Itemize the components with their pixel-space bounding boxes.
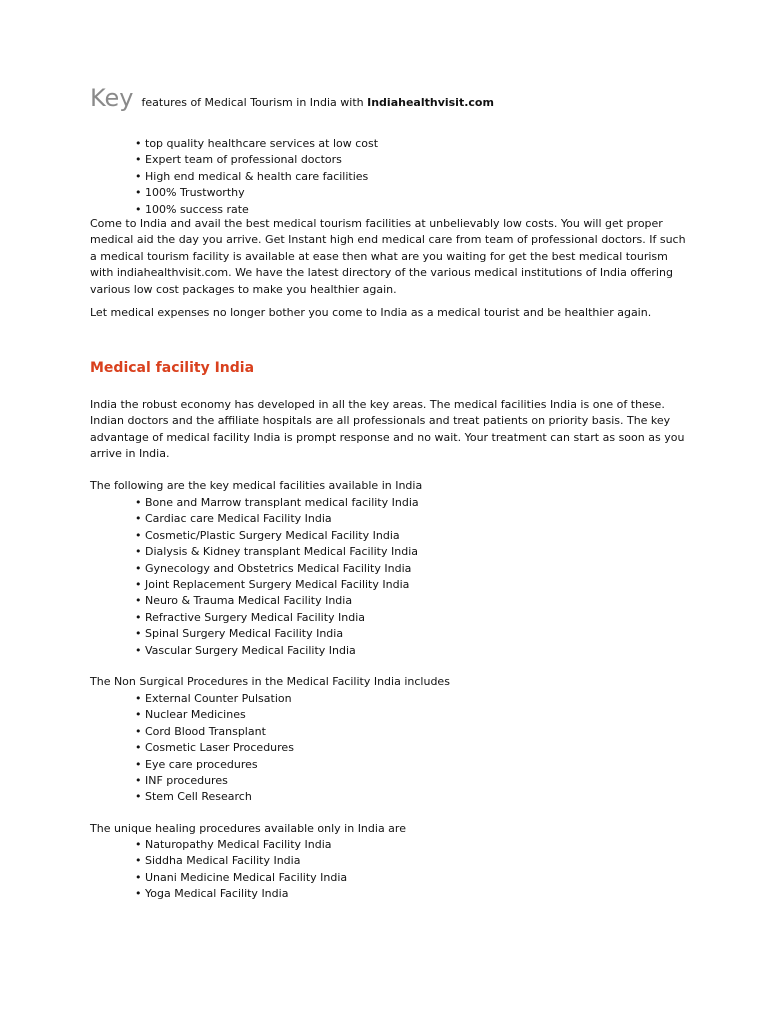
list-item: • Dialysis & Kidney transplant Medical Facility India bbox=[135, 544, 690, 560]
list-item: • External Counter Pulsation bbox=[135, 691, 690, 707]
list-item: • Cosmetic/Plastic Surgery Medical Facility India bbox=[135, 528, 690, 544]
list-item: • INF procedures bbox=[135, 773, 690, 789]
section-paragraph: India the robust economy has developed in all the key areas. The medical facilities India is one of these. Indian doctors and the affiliate hospitals are all professionals and treat patients on priority basis. The key advantage of medical facility India is prompt response and no wait. Your treatment can start as soon as you arrive in India. bbox=[90, 398, 685, 461]
list-item: • Cardiac care Medical Facility India bbox=[135, 511, 690, 527]
heading-key-word: Key bbox=[90, 84, 134, 112]
intro-paragraph: Come to India and avail the best medical tourism facilities at unbelievably low costs. You will get proper medical aid the day you arrive. Get Instant high end medical care from team of professional doctors. If such a medical tourism facility is available at ease then what are you waiting for get the best medical tourism with indiahealthvisit.com. We have the latest directory of the various medical institutions of India offering various low cost packages to make you healthier again. bbox=[90, 217, 686, 296]
list-item: • top quality healthcare services at low cost bbox=[135, 136, 690, 152]
list-item: • Cord Blood Transplant bbox=[135, 724, 690, 740]
list-item: • Expert team of professional doctors bbox=[135, 152, 690, 168]
unique-healing-intro: The unique healing procedures available only in India are bbox=[90, 822, 406, 835]
list-item: • Siddha Medical Facility India bbox=[135, 853, 690, 869]
list-item: • Nuclear Medicines bbox=[135, 707, 690, 723]
list-item: • 100% success rate bbox=[135, 202, 690, 218]
list-item: • Joint Replacement Surgery Medical Facility India bbox=[135, 577, 690, 593]
list-item: • High end medical & health care facilities bbox=[135, 169, 690, 185]
heading-text: features of Medical Tourism in India with bbox=[141, 96, 364, 109]
features-list bbox=[90, 136, 690, 218]
non-surgical-intro: The Non Surgical Procedures in the Medical Facility India includes bbox=[90, 675, 450, 688]
list-item: • Naturopathy Medical Facility India bbox=[135, 837, 690, 853]
list-item: • Unani Medicine Medical Facility India bbox=[135, 870, 690, 886]
section-title: Medical facility India bbox=[90, 360, 255, 376]
closing-line: Let medical expenses no longer bother you come to India as a medical tourist and be healthier again. bbox=[90, 306, 652, 319]
list-item: • Bone and Marrow transplant medical facility India bbox=[135, 495, 690, 511]
list-item: • Eye care procedures bbox=[135, 757, 690, 773]
list-item: • Stem Cell Research bbox=[135, 789, 690, 805]
unique-healing-list bbox=[90, 837, 690, 903]
list-item: • Refractive Surgery Medical Facility India bbox=[135, 610, 690, 626]
key-facilities-intro: The following are the key medical facilities available in India bbox=[90, 479, 423, 492]
non-surgical-list bbox=[90, 691, 690, 806]
list-item: • 100% Trustworthy bbox=[135, 185, 690, 201]
list-item: • Yoga Medical Facility India bbox=[135, 886, 690, 902]
list-item: • Cosmetic Laser Procedures bbox=[135, 740, 690, 756]
key-facilities-list bbox=[90, 495, 690, 659]
features-heading bbox=[90, 84, 494, 112]
list-item: • Vascular Surgery Medical Facility India bbox=[135, 643, 690, 659]
list-item: • Gynecology and Obstetrics Medical Facility India bbox=[135, 561, 690, 577]
brand-name: Indiahealthvisit.com bbox=[367, 96, 494, 109]
list-item: • Spinal Surgery Medical Facility India bbox=[135, 626, 690, 642]
list-item: • Neuro & Trauma Medical Facility India bbox=[135, 593, 690, 609]
